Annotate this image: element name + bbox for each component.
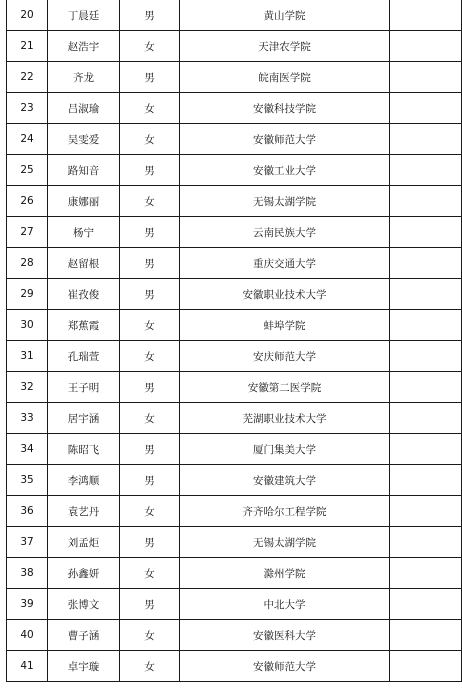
cell-gender: 女 [120,341,180,372]
roster-table-body [7,0,462,682]
cell-name: 赵浩宇 [48,31,120,62]
cell-note [390,186,462,217]
cell-gender: 女 [120,124,180,155]
cell-note [390,217,462,248]
cell-number: 33 [7,403,48,434]
cell-name: 王子明 [48,372,120,403]
table-row [7,93,462,124]
cell-number: 23 [7,93,48,124]
cell-number: 38 [7,558,48,589]
table-row [7,248,462,279]
cell-number: 24 [7,124,48,155]
cell-number: 26 [7,186,48,217]
cell-number: 25 [7,155,48,186]
cell-gender: 男 [120,527,180,558]
cell-gender: 男 [120,279,180,310]
table-row [7,279,462,310]
cell-name: 居宇涵 [48,403,120,434]
table-row [7,558,462,589]
cell-gender: 男 [120,434,180,465]
cell-school: 皖南医学院 [180,62,390,93]
table-row [7,31,462,62]
cell-number: 35 [7,465,48,496]
cell-name: 杨宁 [48,217,120,248]
cell-note [390,310,462,341]
cell-name: 李鸿顺 [48,465,120,496]
cell-name: 吕淑瑜 [48,93,120,124]
cell-name: 赵留根 [48,248,120,279]
cell-note [390,279,462,310]
cell-name: 卓宇璇 [48,651,120,682]
document-page [6,0,456,686]
cell-note [390,403,462,434]
table-row [7,403,462,434]
cell-name: 孙鑫妍 [48,558,120,589]
cell-number: 28 [7,248,48,279]
cell-number: 31 [7,341,48,372]
cell-note [390,496,462,527]
table-row [7,217,462,248]
roster-table [6,0,462,682]
cell-school: 中北大学 [180,589,390,620]
cell-school: 重庆交通大学 [180,248,390,279]
cell-number: 32 [7,372,48,403]
table-row [7,527,462,558]
cell-note [390,589,462,620]
cell-gender: 女 [120,558,180,589]
cell-number: 41 [7,651,48,682]
cell-school: 无锡太湖学院 [180,527,390,558]
table-row [7,155,462,186]
cell-school: 无锡太湖学院 [180,186,390,217]
cell-gender: 女 [120,93,180,124]
cell-gender: 女 [120,403,180,434]
cell-number: 30 [7,310,48,341]
table-row [7,341,462,372]
cell-name: 崔孜俊 [48,279,120,310]
table-row [7,465,462,496]
cell-name: 郑蕉霞 [48,310,120,341]
cell-school: 安徽工业大学 [180,155,390,186]
cell-name: 孔瑞萱 [48,341,120,372]
cell-number: 29 [7,279,48,310]
cell-gender: 男 [120,155,180,186]
cell-note [390,31,462,62]
cell-name: 袁艺丹 [48,496,120,527]
cell-number: 37 [7,527,48,558]
cell-name: 路知音 [48,155,120,186]
cell-school: 安徽医科大学 [180,620,390,651]
table-row [7,651,462,682]
cell-school: 云南民族大学 [180,217,390,248]
cell-school: 安徽师范大学 [180,124,390,155]
table-row [7,124,462,155]
cell-name: 曹子涵 [48,620,120,651]
cell-name: 齐龙 [48,62,120,93]
cell-gender: 男 [120,217,180,248]
cell-note [390,434,462,465]
cell-note [390,465,462,496]
table-row [7,496,462,527]
cell-school: 滁州学院 [180,558,390,589]
cell-name: 刘孟炬 [48,527,120,558]
cell-school: 安徽第二医学院 [180,372,390,403]
cell-school: 安庆师范大学 [180,341,390,372]
cell-school: 厦门集美大学 [180,434,390,465]
cell-school: 安徽建筑大学 [180,465,390,496]
cell-note [390,651,462,682]
cell-name: 丁晨廷 [48,0,120,31]
cell-note [390,124,462,155]
table-row [7,589,462,620]
cell-school: 蚌埠学院 [180,310,390,341]
cell-gender: 女 [120,620,180,651]
cell-note [390,372,462,403]
cell-gender: 男 [120,0,180,31]
cell-gender: 女 [120,31,180,62]
table-row [7,372,462,403]
cell-gender: 男 [120,62,180,93]
cell-gender: 男 [120,465,180,496]
cell-gender: 女 [120,651,180,682]
cell-number: 21 [7,31,48,62]
cell-number: 40 [7,620,48,651]
cell-note [390,620,462,651]
cell-gender: 男 [120,372,180,403]
table-row [7,620,462,651]
cell-name: 张博文 [48,589,120,620]
cell-school: 齐齐哈尔工程学院 [180,496,390,527]
cell-school: 安徽师范大学 [180,651,390,682]
cell-school: 天津农学院 [180,31,390,62]
cell-gender: 女 [120,186,180,217]
table-row [7,434,462,465]
table-row [7,0,462,31]
cell-gender: 男 [120,589,180,620]
cell-number: 34 [7,434,48,465]
cell-note [390,527,462,558]
cell-number: 27 [7,217,48,248]
cell-number: 22 [7,62,48,93]
cell-name: 陈昭飞 [48,434,120,465]
table-row [7,310,462,341]
cell-note [390,248,462,279]
cell-note [390,155,462,186]
cell-name: 康娜丽 [48,186,120,217]
cell-note [390,0,462,31]
cell-note [390,62,462,93]
cell-number: 20 [7,0,48,31]
cell-gender: 女 [120,310,180,341]
cell-school: 安徽科技学院 [180,93,390,124]
cell-gender: 女 [120,496,180,527]
table-row [7,186,462,217]
cell-note [390,558,462,589]
cell-school: 安徽职业技术大学 [180,279,390,310]
cell-number: 39 [7,589,48,620]
cell-gender: 男 [120,248,180,279]
cell-number: 36 [7,496,48,527]
cell-school: 黄山学院 [180,0,390,31]
cell-note [390,93,462,124]
table-row [7,62,462,93]
cell-name: 吴雯爱 [48,124,120,155]
cell-note [390,341,462,372]
cell-school: 芜湖职业技术大学 [180,403,390,434]
